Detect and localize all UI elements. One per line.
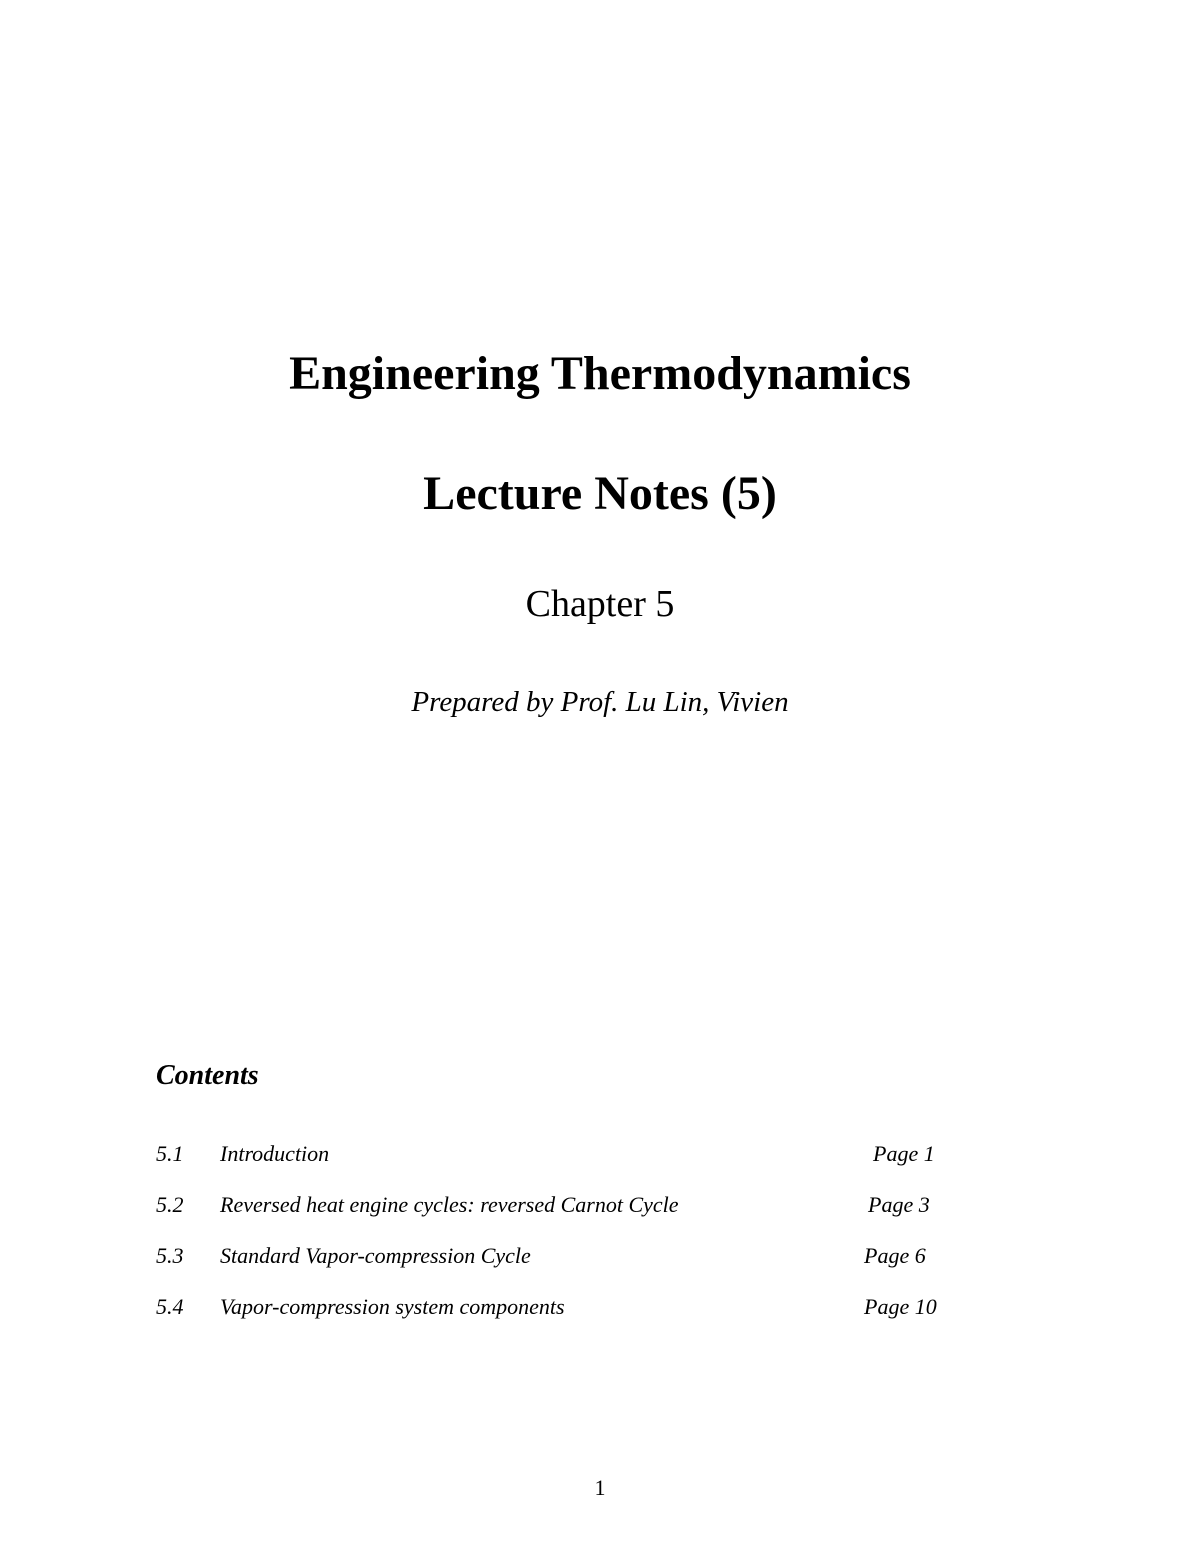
author-line: Prepared by Prof. Lu Lin, Vivien bbox=[411, 686, 789, 718]
toc-item-title: Reversed heat engine cycles: reversed Carnot Cycle bbox=[220, 1192, 679, 1217]
toc-item-page: Page 3 bbox=[868, 1192, 930, 1217]
toc-item-number: 5.4 bbox=[156, 1294, 184, 1319]
toc-item-page: Page 10 bbox=[864, 1294, 937, 1319]
page-number: 1 bbox=[594, 1475, 606, 1500]
toc-item bbox=[156, 1189, 946, 1221]
document-subtitle: Lecture Notes (5) bbox=[423, 467, 777, 520]
toc-item-page: Page 1 bbox=[873, 1141, 935, 1166]
toc-item-title: Standard Vapor-compression Cycle bbox=[220, 1243, 531, 1268]
toc-item bbox=[156, 1291, 946, 1323]
document-title: Engineering Thermodynamics bbox=[289, 347, 911, 400]
toc-item-title: Introduction bbox=[220, 1141, 330, 1166]
toc-item bbox=[156, 1138, 946, 1170]
toc-item-number: 5.1 bbox=[156, 1141, 184, 1166]
chapter-label: Chapter 5 bbox=[525, 583, 675, 625]
toc-item-number: 5.2 bbox=[156, 1192, 184, 1217]
toc-item-title: Vapor-compression system components bbox=[220, 1294, 565, 1319]
toc-item-page: Page 6 bbox=[864, 1243, 926, 1268]
toc-item-number: 5.3 bbox=[156, 1243, 184, 1268]
contents-heading: Contents bbox=[156, 1060, 259, 1091]
toc-item bbox=[156, 1240, 946, 1272]
